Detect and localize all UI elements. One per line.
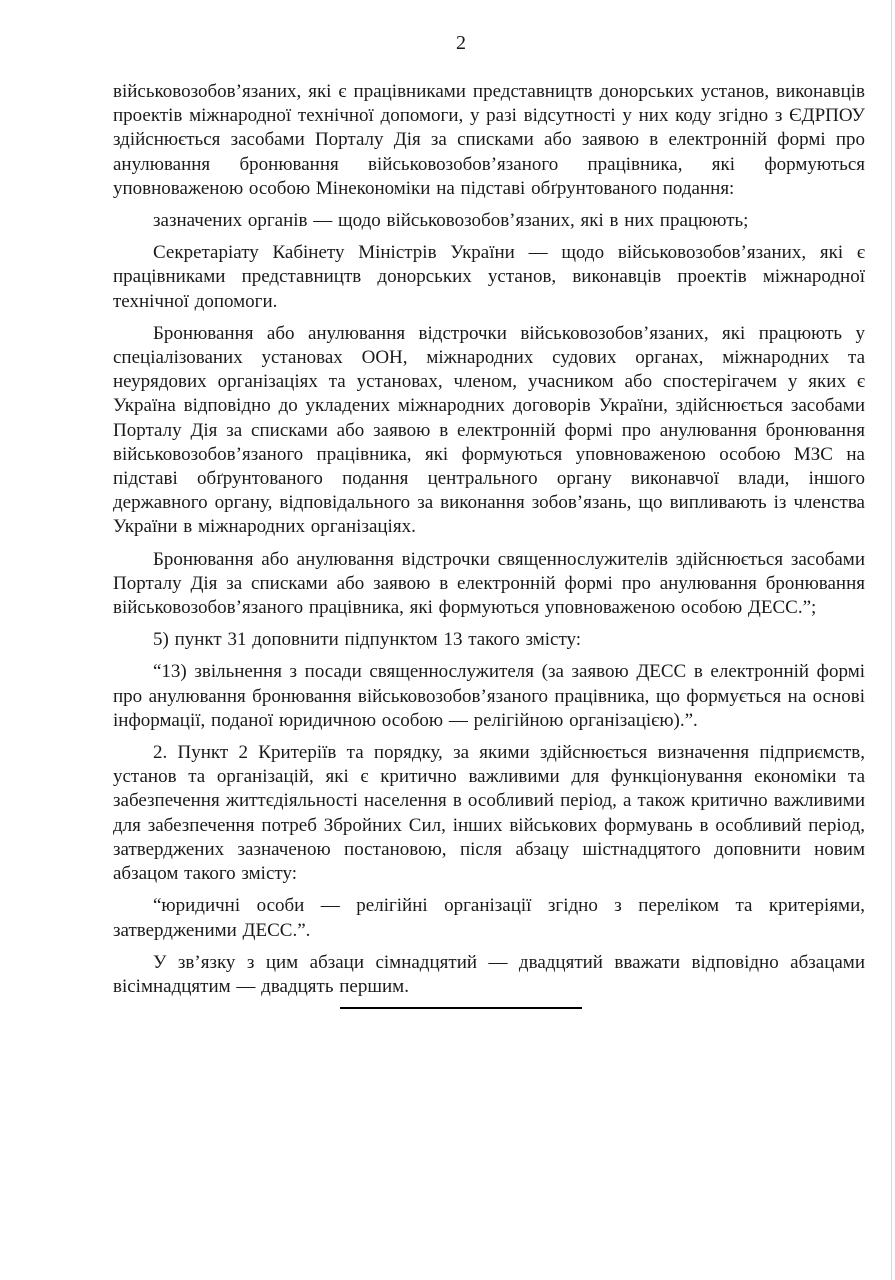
page-right-edge-line [891,0,892,1280]
paragraph-renumbering: У зв’язку з цим абзаци сімнадцятий — двадцятий вважати відповідно абзацами вісімнадцятим — двадцять першим. [113,951,865,997]
paragraph-subitem-13: “13) звільнення з посади священнослужителя (за заявою ДЕСС в електронній формі про анулювання бронювання військовозобов’язаного працівника, що формується на основі інформації, поданої юридичною особою — релігійною організацією).”. [113,661,865,731]
paragraph-continuation: військовозобов’язаних, які є працівниками представництв донорських установ, виконавців проектів міжнародної технічної допомоги, у разі відсутності у них коду згідно з ЄДРПОУ здійснюється засобами Порталу Дія за списками або заявою в електронній формі про анулювання бронювання військовозобов’язаного працівника, які формуються уповноваженою особою Мінекономіки на підставі обґрунтованого подання: [113,81,865,199]
paragraph-item-5: 5) пункт 31 доповнити підпунктом 13 такого змісту: [153,629,582,651]
paragraph-un-institutions: Бронювання або анулювання відстрочки військовозобов’язаних, які працюють у спеціалізованих установах ООН, міжнародних судових органах, міжнародних та неурядових організаціях та установах, членом, учасником або спостерігачем у яких є Україна відповідно до укладених міжнародних договорів України, здійснюється засобами Порталу Дія за списками або заявою в електронній формі про анулювання бронювання військовозобов’язаного працівника, які формуються уповноваженою особою МЗС на підставі обґрунтованого подання центрального органу виконавчої влади, іншого державного органу, відповідального за виконання зобов’язань, що випливають із членства України в міжнародних організаціях. [113,322,865,538]
end-separator-line [340,1007,582,1009]
paragraph-point-2-criteria: 2. Пункт 2 Критеріїв та порядку, за якими здійснюється визначення підприємств, установ та організацій, які є критично важливими для функціонування економіки та забезпечення життєдіяльності населення в особливий період, а також критично важливими для забезпечення потреб Збройних Сил, інших військових формувань в особливий період, затверджених зазначеною постановою, після абзацу шістнадцятого доповнити новим абзацом такого змісту: [113,742,865,885]
paragraph-legal-entities: “юридичні особи — релігійні організації згідно з переліком та критеріями, затвердженими ДЕСС.”. [113,895,865,941]
paragraph-designated-bodies: зазначених органів — щодо військовозобов’язаних, які в них працюють; [153,210,749,232]
page-content [113,30,865,1009]
page-number: 2 [456,32,466,54]
paragraph-clergy-reservation: Бронювання або анулювання відстрочки священнослужителів здійснюється засобами Порталу Дія за списками або заявою в електронній формі про анулювання бронювання військовозобов’язаного працівника, які формуються уповноваженою особою ДЕСС.”; [113,548,865,619]
paragraph-secretariat: Секретаріату Кабінету Міністрів України — щодо військовозобов’язаних, які є працівниками представництв донорських установ, виконавців проектів міжнародної технічної допомоги. [113,242,865,312]
